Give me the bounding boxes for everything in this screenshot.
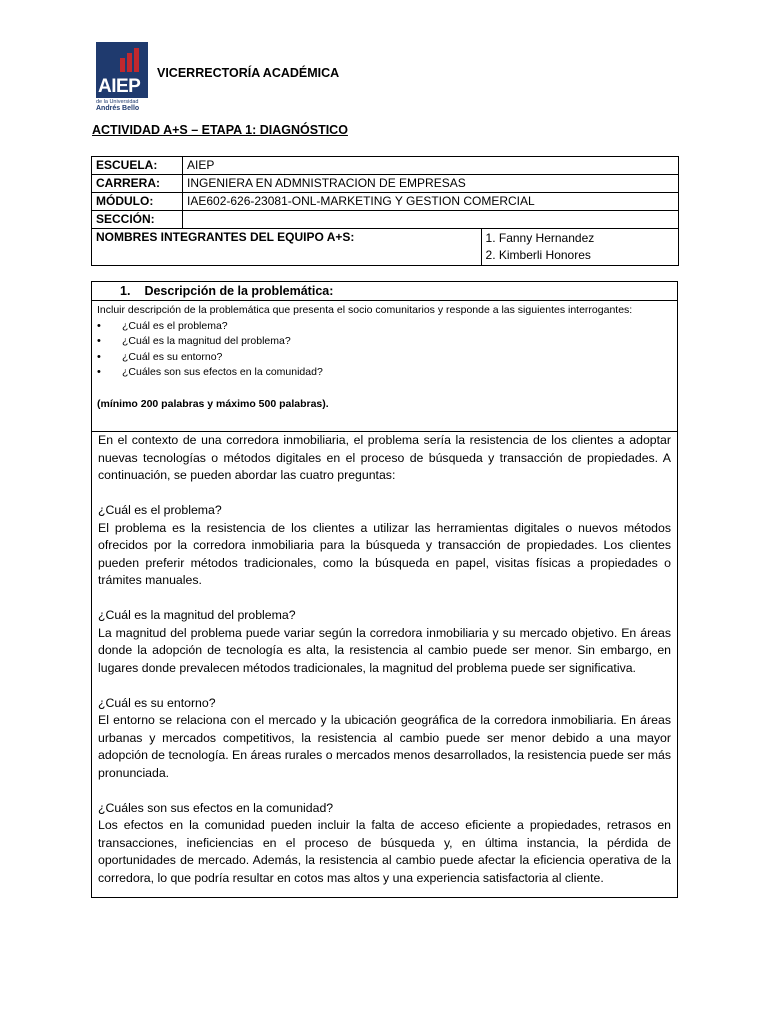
team-label: NOMBRES INTEGRANTES DEL EQUIPO A+S: [92,229,482,266]
problem-description-section [91,281,678,898]
question-heading: ¿Cuáles son sus efectos en la comunidad? [98,800,334,815]
team-member: 2. Kimberli Honores [485,248,591,262]
answer-body [92,432,677,887]
section-number: 1. [120,284,131,298]
institution-title: VICERRECTORÍA ACADÉMICA [157,66,340,80]
escuela-value: AIEP [183,157,679,175]
seccion-value [183,211,679,229]
info-table [91,156,679,266]
question-list [97,319,672,381]
section-title [92,282,677,301]
list-item: • ¿Cuál es su entorno? [97,350,672,366]
logo-mark [96,42,148,98]
list-item: • ¿Cuál es la magnitud del problema? [97,334,672,350]
answer-paragraph: El entorno se relaciona con el mercado y la ubicación geográfica de la corredora inmobiliaria. En áreas urbanas y mercados competitivos, la resistencia al cambio puede ser menor debido a una mayor adopción de tecnología. En áreas rurales o mercados menos desarrollados, la resistencia puede ser más pronunciada. [98,713,671,780]
aiep-logo [96,42,148,112]
section-title-text: Descripción de la problemática: [144,284,334,298]
table-row [92,229,679,266]
escuela-label: ESCUELA: [92,157,183,175]
table-row [92,175,679,193]
seccion-label: SECCIÓN: [92,211,183,229]
answer-paragraph: El problema es la resistencia de los clientes a utilizar las herramientas digitales o nuevos métodos ofrecidos por la corredora inmobiliaria para la búsqueda y transacción de propiedades. Los clientes pueden preferir métodos tradicionales, como la búsqueda en papel, visitas físicas a propiedades o trámites manuales. [98,520,671,587]
carrera-value: INGENIERA EN ADMNISTRACION DE EMPRESAS [183,175,679,193]
question-heading: ¿Cuál es su entorno? [98,695,216,710]
team-members [481,229,678,266]
table-row [92,157,679,175]
carrera-label: CARRERA: [92,175,183,193]
logo-bars-icon [120,48,144,72]
question-heading: ¿Cuál es la magnitud del problema? [98,608,296,622]
logo-text: AIEP [98,76,141,97]
activity-title: ACTIVIDAD A+S – ETAPA 1: DIAGNÓSTICO [92,123,348,137]
question-heading: ¿Cuál es el problema? [98,503,222,517]
table-row [92,211,679,229]
modulo-label: MÓDULO: [92,193,183,211]
list-item: • ¿Cuál es el problema? [97,319,672,335]
table-row [92,193,679,211]
team-member: 1. Fanny Hernandez [485,231,595,245]
intro-paragraph: En el contexto de una corredora inmobiliaria, el problema sería la resistencia de los clientes a adoptar nuevas tecnologías o métodos digitales en el proceso de búsqueda y transacción de propiedades. A continuación, se pueden abordar las cuatro preguntas: [98,433,671,482]
word-limit-note: (mínimo 200 palabras y máximo 500 palabras). [97,397,329,410]
answer-paragraph: Los efectos en la comunidad pueden incluir la falta de acceso eficiente a propiedades, retrasos en transacciones, ineficiencias en el proceso de búsqueda y, en última instancia, la pérdida de oportunidades de mercado. Además, la resistencia al cambio puede afectar la eficiencia operativa de la corredora, lo que podría resultar en cotos mas altos y una experiencia satisfactoria al cliente. [98,818,671,885]
logo-subtitle: de la Universidad Andrés Bello [96,99,140,112]
instruction-text: Incluir descripción de la problemática que presenta el socio comunitarios y responde a las siguientes interrogantes: [97,304,633,316]
list-item: • ¿Cuáles son sus efectos en la comunidad? [97,365,672,381]
instructions [92,301,677,432]
answer-paragraph: La magnitud del problema puede variar según la corredora inmobiliaria y su mercado objetivo. En áreas donde la adopción de tecnología es alta, la resistencia al cambio puede ser menor. Sin embargo, en lugares donde prevalecen métodos tradicionales, la magnitud del problema puede ser significativa. [98,625,671,675]
modulo-value: IAE602-626-23081-ONL-MARKETING Y GESTION COMERCIAL [183,193,679,211]
